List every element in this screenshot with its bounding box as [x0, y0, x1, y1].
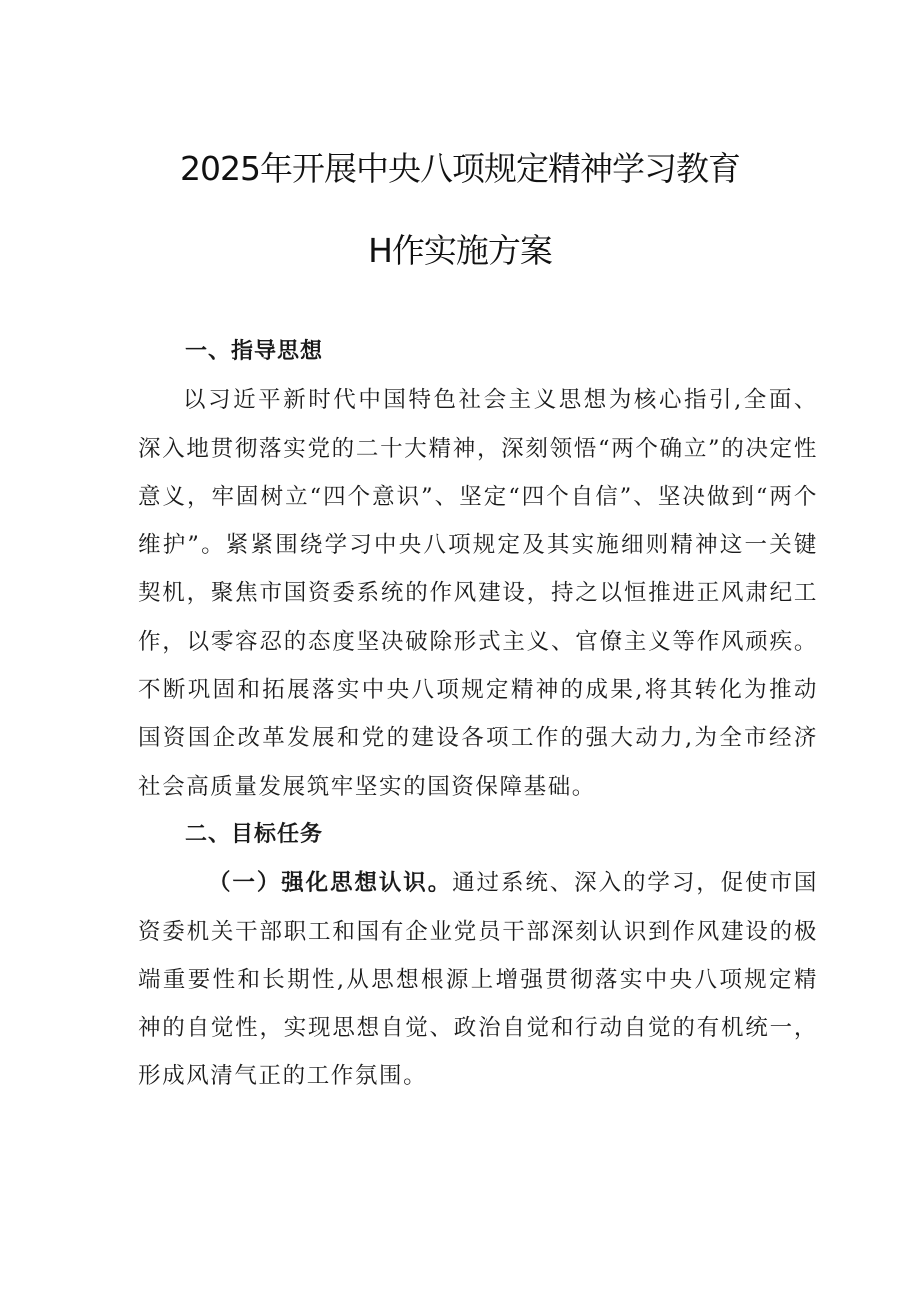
section-paragraph-guiding-thought: 以习近平新时代中国特色社会主义思想为核心指引,全面、深入地贯彻落实党的二十大精神，深刻领悟“两个确立”的决定性意义，牢固树立“四个意识”、坚定“四个自信”、坚决做到“两个维护”。紧紧围绕学习中央八项规定及其实施细则精神这一关键契机，聚焦市国资委系统的作风建设，持之以恒推进正风肃纪工作，以零容忍的态度坚决破除形式主义、官僚主义等作风顽疾。不断巩固和拓展落实中央八项规定精神的成果,将其转化为推动国资国企改革发展和党的建设各项工作的强大动力,为全市经济社会高质量发展筑牢坚实的国资保障基础。 [138, 387, 818, 800]
section-paragraph-objectives-item-1 [138, 859, 818, 1100]
item-body-text: 通过系统、深入的学习，促使市国资委机关干部职工和国有企业党员干部深刻认识到作风建设的极端重要性和长期性,从思想根源上增强贯彻落实中央八项规定精神的自觉性，实现思想自觉、政治自觉和行动自觉的有机统一，形成风清气正的工作氛围。 [138, 870, 818, 1090]
section-heading-guiding-thought: 一、指导思想 [185, 339, 324, 364]
document-title-line-2: H作实施方案 [368, 231, 552, 270]
section-heading-objectives: 二、目标任务 [185, 821, 324, 847]
document-title-line-1: 2025年开展中央八项规定精神学习教育 [180, 149, 740, 188]
item-lead-heading: （一）强化思想认识。 [208, 870, 453, 897]
document-body [138, 328, 818, 1101]
